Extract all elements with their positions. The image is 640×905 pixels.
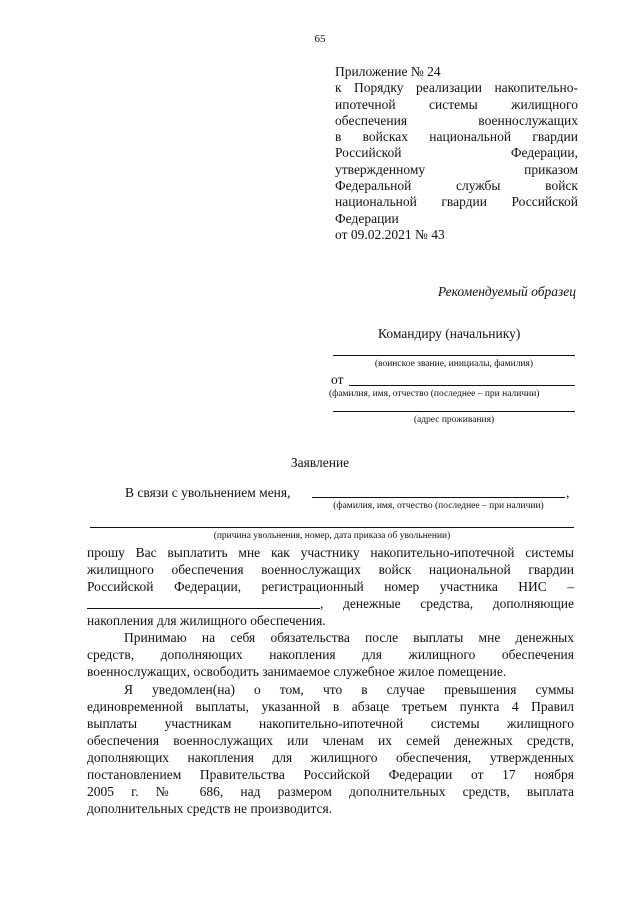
paragraph-request — [87, 544, 574, 629]
paragraph-line: средств, дополняющих накопления для жилищного обеспечения — [87, 647, 574, 662]
sample-label: Рекомендуемый образец — [437, 284, 576, 299]
paragraph-line: жилищного обеспечения военнослужащих войск национальной гвардии — [87, 562, 574, 577]
intro-name-line[interactable] — [312, 497, 565, 498]
paragraph-line: выплаты участникам накопительно-ипотечной системы жилищного — [87, 716, 574, 731]
paragraph-line: обеспечения военнослужащих или членам их семей денежных средств, — [87, 733, 574, 748]
paragraph-line: Я уведомлен(на) о том, что в случае превышения суммы — [124, 682, 574, 697]
appendix-line: от 09.02.2021 № 43 — [335, 226, 445, 242]
from-name-caption: (фамилия, имя, отчество (последнее – при наличии) — [329, 389, 540, 399]
intro-name-caption: (фамилия, имя, отчество (последнее – при наличии) — [333, 501, 544, 511]
paragraph-line: накопления для жилищного обеспечения. — [87, 613, 326, 628]
reason-line[interactable] — [90, 527, 574, 528]
address-line[interactable] — [333, 411, 575, 412]
paragraph-line: Российской Федерации, регистрационный номер участника НИС – — [87, 579, 574, 594]
registration-line-row — [87, 595, 574, 612]
appendix-line: утвержденному приказом — [335, 161, 578, 177]
registration-number-line[interactable] — [87, 595, 320, 609]
paragraph-obligation — [87, 629, 574, 680]
paragraph-line: Принимаю на себя обязательства после выплаты мне денежных — [124, 630, 574, 645]
appendix-line: Приложение № 24 — [335, 64, 441, 79]
appendix-line: к Порядку реализации накопительно- — [335, 80, 578, 96]
paragraph-notice — [87, 681, 574, 817]
paragraph-line: дополнительных средств не производится. — [87, 801, 333, 816]
from-name-line[interactable] — [349, 385, 575, 386]
page-number: 65 — [314, 33, 326, 45]
intro-text: В связи с увольнением меня, — [125, 485, 291, 500]
addressee-to: Командиру (начальнику) — [378, 326, 521, 341]
paragraph-line: 2005 г. № 686, над размером дополнительных средств, выплата — [87, 784, 574, 799]
addressee-rank-line[interactable] — [333, 355, 575, 356]
paragraph-line: прошу Вас выплатить мне как участнику накопительно-ипотечной системы — [87, 545, 574, 560]
addressee-rank-caption: (воинское звание, инициалы, фамилия) — [374, 359, 534, 369]
paragraph-line: дополняющих накопления для жилищного обеспечения, утвержденных — [87, 750, 574, 765]
reason-caption: (причина увольнения, номер, дата приказа об увольнении) — [213, 531, 451, 541]
document-title: Заявление — [290, 455, 350, 470]
appendix-line: национальной гвардии Российской — [335, 194, 578, 210]
appendix-line: в войсках национальной гвардии — [335, 129, 578, 145]
paragraph-line: постановлением Правительства Российской Федерации от 17 ноября — [87, 767, 574, 782]
appendix-line: Федеральной службы войск — [335, 178, 578, 194]
appendix-line: ипотечной системы жилищного — [335, 96, 578, 112]
appendix-line: обеспечения военнослужащих — [335, 112, 578, 128]
paragraph-line: единовременной выплаты, указанной в абзаце третьем пункта 4 Правил — [87, 699, 574, 714]
paragraph-line: военнослужащих, освободить занимаемое служебное жилое помещение. — [87, 664, 507, 679]
intro-comma: , — [566, 485, 570, 500]
appendix-line: Российской Федерации, — [335, 145, 578, 161]
from-prefix: от — [331, 372, 344, 387]
registration-suffix: , денежные средства, дополняющие — [320, 596, 574, 611]
address-caption: (адрес проживания) — [413, 415, 495, 425]
appendix-line: Федерации — [335, 210, 399, 226]
appendix-block — [335, 64, 578, 243]
